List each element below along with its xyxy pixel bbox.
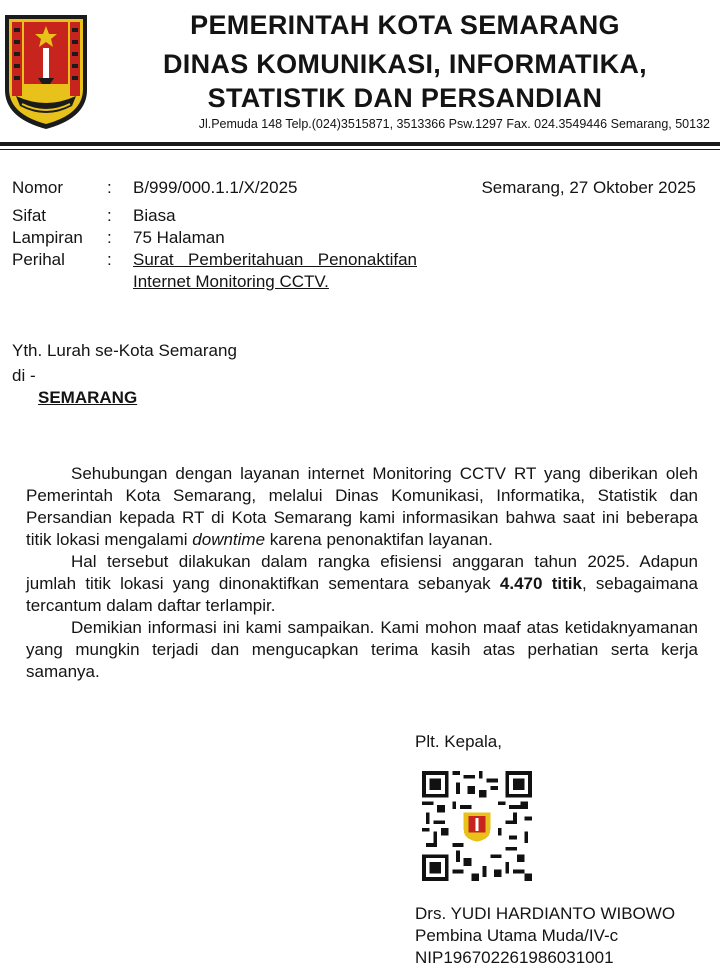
perihal-label: Perihal xyxy=(12,250,65,269)
body-paragraph-2 xyxy=(26,551,698,617)
body-p2-text-end: , sebagaimana tercantum dalam daftar terlampir. xyxy=(26,574,698,615)
body-paragraph-3: Demikian informasi ini kami sampaikan. Kami mohon maaf atas ketidaknyamanan yang mungkin terjadi dan mengucapkan terima kasih atas perhatian serta kerja samanya. xyxy=(26,618,698,681)
signatory-name: Drs. YUDI HARDIANTO WIBOWO xyxy=(415,904,676,923)
letter-date: Semarang, 27 Oktober 2025 xyxy=(481,178,696,197)
recipient-line: Yth. Lurah se-Kota Semarang xyxy=(12,341,237,360)
letterhead-title-line1: PEMERINTAH KOTA SEMARANG xyxy=(190,10,620,40)
signature-title: Plt. Kepala, xyxy=(415,732,502,751)
letterhead-rule-thin xyxy=(0,149,720,150)
letterhead-address: Jl.Pemuda 148 Telp.(024)3515871, 3513366 Psw.1297 Fax. 024.3549446 Semarang, 50132 xyxy=(198,117,710,131)
letterhead-title-line2: DINAS KOMUNIKASI, INFORMATIKA, xyxy=(163,49,647,79)
lampiran-value: 75 Halaman xyxy=(133,228,225,247)
signatory-nip: NIP196702261986031001 xyxy=(415,948,614,967)
perihal-separator: : xyxy=(107,250,112,269)
body-p1-text-end: karena penonaktifan layanan. xyxy=(265,530,493,549)
body-p1-text: Sehubungan dengan layanan internet Monitoring CCTV RT yang diberikan oleh Pemerintah Kota Semarang, melalui Dinas Komunikasi, Informatika, Statistik dan Persandian kepada RT di Kota Semarang kami informasikan bahwa saat ini beberapa titik lokasi mengalami xyxy=(26,464,698,549)
body-p1-emphasis: downtime xyxy=(192,530,266,549)
sifat-label: Sifat xyxy=(12,206,47,225)
nomor-separator: : xyxy=(107,178,112,197)
nomor-label: Nomor xyxy=(12,178,64,197)
body-paragraph-1 xyxy=(26,463,698,551)
recipient-city: SEMARANG xyxy=(38,388,138,407)
sifat-separator: : xyxy=(107,206,112,225)
body-p2-bold-count: 4.470 titik xyxy=(499,574,582,593)
perihal-value: Surat Pemberitahuan Penonaktifan Internet Monitoring CCTV. xyxy=(133,250,417,291)
lampiran-separator: : xyxy=(107,228,112,247)
qr-code-signature-icon xyxy=(422,771,532,881)
sifat-value: Biasa xyxy=(133,206,176,225)
signatory-rank: Pembina Utama Muda/IV-c xyxy=(415,926,619,945)
letterhead-title-line3: STATISTIK DAN PERSANDIAN xyxy=(207,83,603,113)
recipient-place-prefix: di - xyxy=(12,366,36,385)
letterhead-rule-thick xyxy=(0,142,720,146)
semarang-city-emblem-icon xyxy=(2,12,90,132)
body-p2-text: Hal tersebut dilakukan dalam rangka efisiensi anggaran tahun 2025. Adapun jumlah titik lokasi yang dinonaktifkan sementara sebanyak xyxy=(26,552,698,593)
letter-body xyxy=(26,463,698,683)
lampiran-label: Lampiran xyxy=(12,228,83,247)
nomor-value: B/999/000.1.1/X/2025 xyxy=(133,178,298,197)
